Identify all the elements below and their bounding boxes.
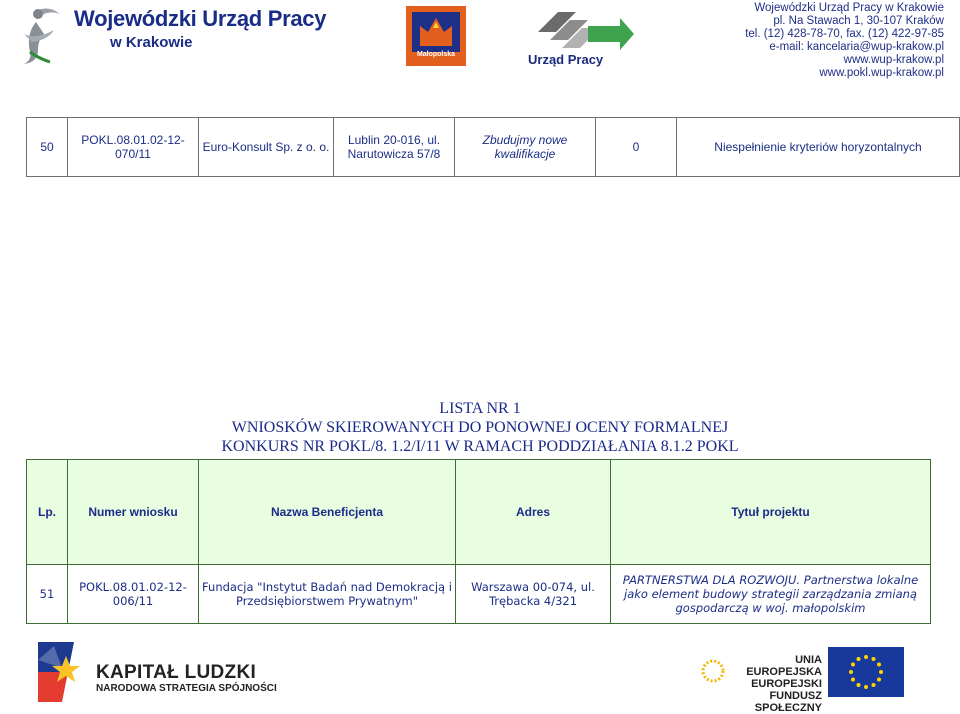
contact-website[interactable]: www.wup-krakow.pl (843, 54, 944, 66)
cell-beneficjent: Fundacja "Instytut Badań nad Demokracją i Przedsiębiorstwem Prywatnym" (199, 565, 456, 624)
cell-lp: 51 (27, 565, 68, 624)
list-subtitle: WNIOSKÓW SKIEROWANYCH DO PONOWNEJ OCENY FORMALNEJ (231, 419, 729, 436)
header-lp: Lp. (27, 460, 68, 565)
efs-stars-icon (700, 658, 726, 684)
wup-logo-icon (14, 4, 68, 66)
list-contest: KONKURS NR POKL/8. 1.2/I/11 W RAMACH PODDZIAŁANIA 8.1.2 POKL (221, 438, 739, 455)
ue-line3: FUNDUSZ SPOŁECZNY (754, 690, 822, 714)
cell-numer: POKL.08.01.02-12-006/11 (68, 565, 199, 624)
table-row (27, 565, 931, 624)
applications-table (26, 459, 931, 624)
wup-title: Wojewódzki Urząd Pracy (74, 6, 327, 31)
previous-list-table (26, 117, 960, 177)
header-beneficjent: Nazwa Beneficjenta (199, 460, 456, 565)
contact-phone: tel. (12) 428-78-70, fax. (12) 422-97-85 (745, 28, 944, 40)
ue-text-block (730, 654, 822, 714)
cell-uwagi: Niespełnienie kryteriów horyzontalnych (677, 118, 960, 177)
cell-tytul: PARTNERSTWA DLA ROZWOJU. Partnerstwa lokalne jako element budowy strategii zarządzania zmianą gospodarczą w woj. małopolskim (611, 565, 931, 624)
wup-subtitle: w Krakowie (110, 34, 193, 51)
cell-adres: Warszawa 00-074, ul. Trębacka 4/321 (456, 565, 611, 624)
cell-beneficjent: Euro-Konsult Sp. z o. o. (199, 118, 334, 177)
eu-flag-icon (828, 647, 904, 697)
cell-numer: POKL.08.01.02-12-070/11 (68, 118, 199, 177)
urzad-pracy-caption: Urząd Pracy (528, 52, 604, 67)
page-header (0, 0, 960, 96)
header-tytul: Tytuł projektu (611, 460, 931, 565)
malopolska-caption: Małopolska (416, 51, 456, 58)
contact-email[interactable]: e-mail: kancelaria@wup-krakow.pl (769, 41, 944, 53)
kapital-ludzki-subtitle: NARODOWA STRATEGIA SPÓJNOŚCI (96, 683, 277, 694)
list-heading (0, 399, 960, 456)
header-adres: Adres (456, 460, 611, 565)
ue-line1: UNIA EUROPEJSKA (746, 654, 822, 678)
cell-tytul: Zbudujmy nowe kwalifikacje (455, 118, 596, 177)
cell-adres: Lublin 20-016, ul. Narutowicza 57/8 (334, 118, 455, 177)
kapital-ludzki-title: KAPITAŁ LUDZKI (96, 662, 257, 683)
table-header-row (27, 460, 931, 565)
ue-line2: EUROPEJSKI (751, 678, 822, 690)
kapital-ludzki-logo-icon (34, 638, 90, 706)
contact-website-pokl[interactable]: www.pokl.wup-krakow.pl (819, 67, 944, 79)
list-title: LISTA NR 1 (439, 400, 521, 417)
contact-name: Wojewódzki Urząd Pracy w Krakowie (754, 2, 944, 14)
contact-address: pl. Na Stawach 1, 30-107 Kraków (773, 15, 944, 27)
cell-lp: 50 (27, 118, 68, 177)
contact-block (745, 2, 944, 80)
cell-punkty: 0 (596, 118, 677, 177)
table-row (27, 118, 960, 177)
header-numer: Numer wniosku (68, 460, 199, 565)
